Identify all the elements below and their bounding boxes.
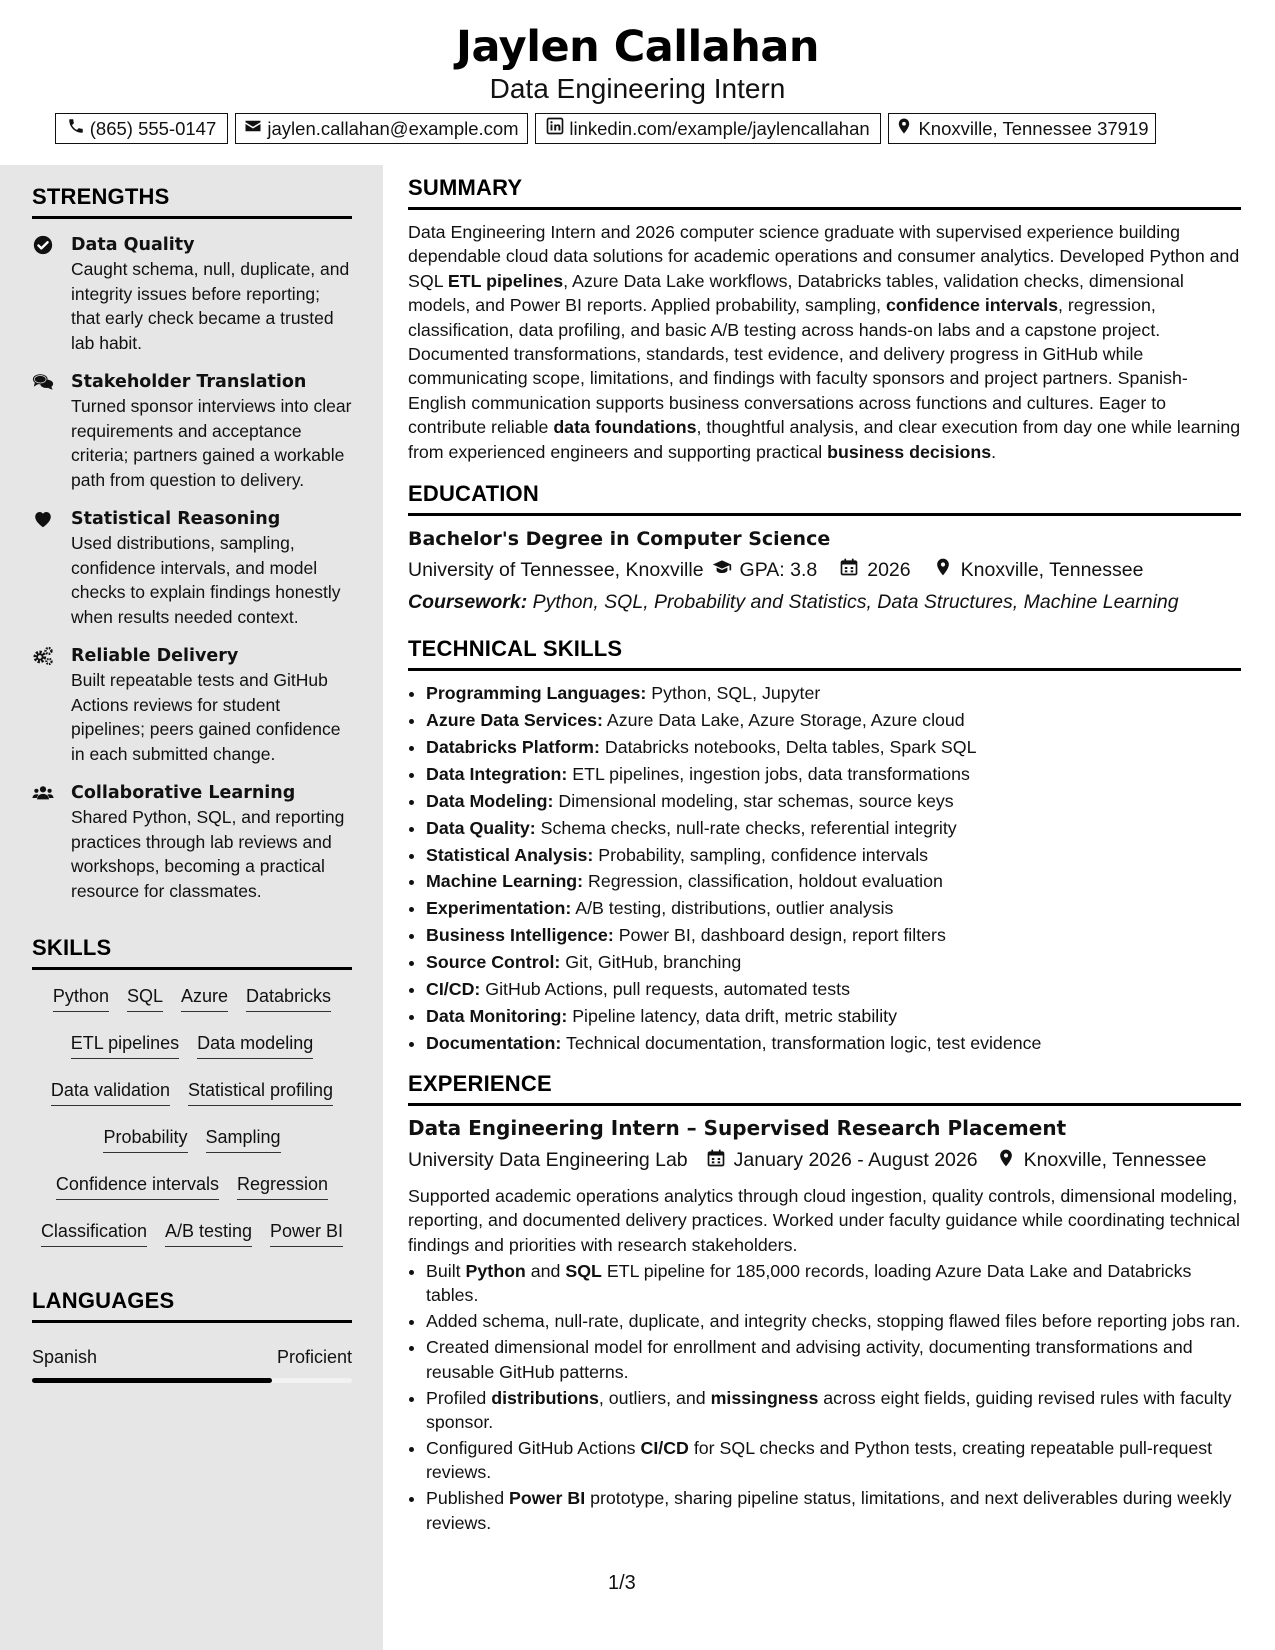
technical-skills-list: [408, 680, 1241, 1057]
skill-values: Databricks notebooks, Delta tables, Spark SQL: [599, 736, 977, 757]
candidate-name: Jaylen Callahan: [455, 22, 820, 72]
skill-category: Databricks Platform:: [426, 736, 600, 757]
calendar-icon: [706, 1148, 726, 1174]
strength-item: [32, 507, 352, 629]
skill-category: CI/CD:: [426, 979, 481, 1000]
experience-description: Supported academic operations analytics through cloud ingestion, quality controls, dimensional modeling, reporting, and documented delivery practices. Worked under faculty guidance while coordinating technical findings and priorities with research stakeholders.: [408, 1185, 1240, 1255]
strengths-heading: STRENGTHS: [32, 184, 352, 219]
technical-skill-item: [426, 842, 1241, 869]
heart-icon: [32, 508, 54, 530]
text-run: Added schema, null-rate, duplicate, and integrity checks, stopping flawed files before reporting jobs ran.: [426, 1311, 1241, 1332]
strength-title: Reliable Delivery: [71, 646, 239, 666]
skill-tag: Data validation: [51, 1078, 170, 1106]
candidate-title: Data Engineering Intern: [489, 73, 786, 104]
text-run: .: [991, 441, 997, 462]
linkedin-icon: [546, 117, 564, 140]
text-run: , regression, classification, data profiling, and basic A/B testing across hands-on labs and a capstone project. Documented transformations, standards, test evidence, and delivery progress in GitHub while communicating scope, limitations, and findings with faculty sponsors and project partners. Spanish-English communication supports business conversations across functions and cultures. Eager to contribute reliable: [408, 295, 1188, 438]
text-run: ETL pipeline for 185,000 records, loading Azure Data Lake and Databricks tables.: [426, 1260, 1192, 1306]
language-row: [32, 1347, 352, 1368]
coursework-label: Coursework:: [408, 591, 528, 614]
emphasis-text: distributions: [491, 1387, 599, 1408]
skill-category: Programming Languages:: [426, 683, 647, 704]
graduation-cap-icon: [712, 557, 732, 583]
skill-tag: Regression: [237, 1172, 328, 1200]
graduation-year: 2026: [867, 558, 911, 581]
skills-cloud: [32, 970, 352, 1266]
strength-desc: Turned sponsor interviews into clear requirements and acceptance criteria; partners gained a workable path from question to delivery.: [71, 396, 352, 490]
text-run: Created dimensional model for enrollment and advising activity, documenting transformations and reusable GitHub patterns.: [426, 1337, 1193, 1382]
skill-tag: Data modeling: [197, 1031, 313, 1059]
strength-item: [32, 644, 352, 766]
emphasis-text: Power BI: [509, 1488, 586, 1509]
contact-bar: [55, 113, 1156, 144]
technical-skill-item: [426, 734, 1241, 761]
skill-category: Business Intelligence:: [426, 925, 614, 946]
emphasis-text: CI/CD: [640, 1437, 689, 1458]
skill-category: Source Control:: [426, 952, 561, 973]
experience-dates: January 2026 - August 2026: [733, 1149, 978, 1172]
contact-linkedin[interactable]: [535, 113, 881, 144]
strength-desc: Used distributions, sampling, confidence intervals, and model checks to explain findings honestly when results needed context.: [71, 533, 341, 627]
map-pin-icon: [933, 557, 953, 583]
strength-title: Stakeholder Translation: [71, 372, 307, 392]
language-proficiency-fill: [32, 1378, 272, 1383]
school-name: University of Tennessee, Knoxville: [408, 558, 704, 581]
envelope-icon: [244, 117, 262, 140]
text-run: Data Engineering Intern and 2026 computer science graduate with supervised experience building dependable cloud data solutions for academic operations and consumer analytics. Developed Python and SQL: [408, 222, 1240, 291]
experience-bullet: [426, 1259, 1241, 1308]
skill-category: Azure Data Services:: [426, 709, 603, 730]
experience-bullet: [426, 1436, 1241, 1485]
language-proficiency-bar: [32, 1378, 352, 1383]
skill-tag: Sampling: [206, 1125, 281, 1153]
education-meta: [408, 557, 1241, 583]
skill-values: Schema checks, null-rate checks, referential integrity: [535, 817, 957, 838]
experience-bullet: [426, 1335, 1241, 1384]
text-run: , outliers, and: [598, 1387, 711, 1408]
contact-phone-text: (865) 555-0147: [89, 117, 217, 139]
skill-values: Probability, sampling, confidence intervals: [593, 844, 929, 865]
skill-category: Statistical Analysis:: [426, 844, 594, 865]
experience-heading: EXPERIENCE: [408, 1071, 1241, 1106]
degree-title: Bachelor's Degree in Computer Science: [408, 528, 831, 551]
text-run: Configured GitHub Actions: [426, 1437, 641, 1458]
technical-skill-item: [426, 922, 1241, 949]
experience-bullet: [426, 1309, 1241, 1333]
language-level: Proficient: [276, 1347, 352, 1367]
text-run: Profiled: [426, 1387, 492, 1408]
contact-linkedin-text: linkedin.com/example/jaylencallahan: [569, 117, 870, 139]
experience-bullets: [408, 1259, 1241, 1535]
experience-role: Data Engineering Intern – Supervised Research Placement: [408, 1115, 1067, 1140]
skill-tag: ETL pipelines: [71, 1031, 179, 1059]
strength-item: [32, 781, 352, 903]
skill-category: Data Monitoring:: [426, 1005, 568, 1026]
skill-values: ETL pipelines, ingestion jobs, data transformations: [567, 763, 970, 784]
calendar-icon: [839, 557, 859, 583]
technical-skill-item: [426, 1030, 1241, 1057]
education-heading: EDUCATION: [408, 481, 1241, 516]
skill-values: Python, SQL, Jupyter: [646, 683, 821, 704]
text-run: for SQL checks and Python tests, creating repeatable pull-request reviews.: [426, 1437, 1213, 1483]
skill-tag: Statistical profiling: [188, 1078, 333, 1106]
language-name: Spanish: [32, 1347, 98, 1367]
languages-heading: LANGUAGES: [32, 1288, 352, 1323]
experience-bullet: [426, 1386, 1241, 1435]
skill-tag: Databricks: [246, 984, 331, 1012]
skill-category: Experimentation:: [426, 898, 572, 919]
strength-title: Statistical Reasoning: [71, 509, 281, 529]
text-run: Published: [426, 1488, 510, 1509]
skill-tag: Confidence intervals: [56, 1172, 219, 1200]
text-run: and: [525, 1260, 566, 1281]
skills-heading: SKILLS: [32, 935, 352, 970]
skill-category: Documentation:: [426, 1032, 562, 1053]
skill-values: Dimensional modeling, star schemas, source keys: [553, 790, 954, 811]
skill-values: A/B testing, distributions, outlier analysis: [571, 898, 894, 919]
skill-category: Data Integration:: [426, 763, 568, 784]
technical-skill-item: [426, 949, 1241, 976]
text-run: Built: [426, 1260, 466, 1281]
emphasis-text: business decisions: [827, 441, 992, 462]
coursework-list: Python, SQL, Probability and Statistics, Data Structures, Machine Learning: [532, 591, 1179, 614]
skill-tag: Python: [53, 984, 109, 1012]
technical-skill-item: [426, 895, 1241, 922]
experience-location: Knoxville, Tennessee: [1023, 1149, 1207, 1172]
skill-tag: Azure: [181, 984, 228, 1012]
experience-meta: [408, 1148, 1241, 1174]
map-pin-icon: [996, 1148, 1016, 1174]
technical-skill-item: [426, 868, 1241, 895]
gears-icon: [32, 645, 54, 667]
emphasis-text: confidence intervals: [886, 295, 1058, 316]
skill-tag: A/B testing: [165, 1219, 252, 1247]
skill-values: GitHub Actions, pull requests, automated tests: [480, 979, 850, 1000]
gpa-text: GPA: 3.8: [739, 558, 818, 581]
strength-desc: Shared Python, SQL, and reporting practices through lab reviews and workshops, becoming a practical resource for classmates.: [71, 807, 345, 901]
strength-title: Data Quality: [71, 235, 195, 255]
employer-name: University Data Engineering Lab: [408, 1149, 688, 1172]
technical-skill-item: [426, 815, 1241, 842]
contact-email-text: jaylen.callahan@example.com: [267, 117, 519, 139]
strength-title: Collaborative Learning: [71, 783, 296, 803]
technical-skill-item: [426, 761, 1241, 788]
skill-values: Azure Data Lake, Azure Storage, Azure cloud: [602, 709, 965, 730]
resume-header: [0, 0, 1275, 165]
technical-skill-item: [426, 788, 1241, 815]
contact-location-text: Knoxville, Tennessee 37919: [918, 117, 1149, 139]
technical-skill-item: [426, 680, 1241, 707]
skill-values: Technical documentation, transformation logic, test evidence: [561, 1032, 1042, 1053]
strength-item: [32, 370, 352, 492]
emphasis-text: missingness: [710, 1387, 819, 1408]
summary-text: [408, 220, 1241, 464]
contact-email[interactable]: [235, 113, 528, 144]
summary-heading: SUMMARY: [408, 175, 1241, 210]
emphasis-text: Python: [465, 1260, 526, 1281]
strength-desc: Caught schema, null, duplicate, and integrity issues before reporting; that early check became a trusted lab habit.: [71, 259, 350, 353]
skill-tag: SQL: [127, 984, 163, 1012]
strength-desc: Built repeatable tests and GitHub Actions reviews for student pipelines; peers gained confidence in each submitted change.: [71, 670, 341, 764]
map-pin-icon: [895, 117, 913, 140]
technical-skill-item: [426, 1003, 1241, 1030]
emphasis-text: ETL pipelines: [447, 270, 564, 291]
contact-location[interactable]: [888, 113, 1156, 144]
main-content: [408, 165, 1241, 1536]
skill-category: Machine Learning:: [426, 871, 584, 892]
text-run: across eight fields, guiding revised rules with faculty sponsor.: [426, 1387, 1232, 1432]
emphasis-text: SQL: [565, 1260, 602, 1281]
technical-skill-item: [426, 976, 1241, 1003]
contact-phone[interactable]: [55, 113, 228, 144]
emphasis-text: data foundations: [553, 417, 697, 438]
check-circle-icon: [32, 234, 54, 256]
text-run: , thoughtful analysis, and clear execution from day one while learning from experienced engineers and supporting practical: [408, 417, 1241, 462]
skill-category: Data Modeling:: [426, 790, 554, 811]
skill-tag: Probability: [103, 1125, 187, 1153]
page-number: 1/3: [608, 1572, 636, 1594]
coursework-line: [408, 591, 1241, 614]
skill-values: Power BI, dashboard design, report filters: [613, 925, 946, 946]
skill-tag: Classification: [41, 1219, 147, 1247]
text-run: prototype, sharing pipeline status, limitations, and next deliverables during weekly reviews.: [426, 1488, 1232, 1533]
sidebar: [0, 165, 383, 1650]
education-location: Knoxville, Tennessee: [960, 558, 1144, 581]
experience-bullet: [426, 1486, 1241, 1535]
skill-values: Pipeline latency, data drift, metric stability: [567, 1005, 898, 1026]
text-run: , Azure Data Lake workflows, Databricks tables, validation checks, dimensional models, and Power BI reports. Applied probability, sampling,: [408, 270, 1184, 316]
strength-item: [32, 233, 352, 355]
chat-bubbles-icon: [32, 371, 54, 393]
skill-values: Git, GitHub, branching: [560, 952, 742, 973]
skill-category: Data Quality:: [426, 817, 536, 838]
skill-tag: Power BI: [270, 1219, 343, 1247]
technical-skills-heading: TECHNICAL SKILLS: [408, 636, 1241, 671]
users-icon: [32, 782, 54, 804]
technical-skill-item: [426, 707, 1241, 734]
skill-values: Regression, classification, holdout evaluation: [583, 871, 943, 892]
phone-icon: [67, 117, 85, 140]
